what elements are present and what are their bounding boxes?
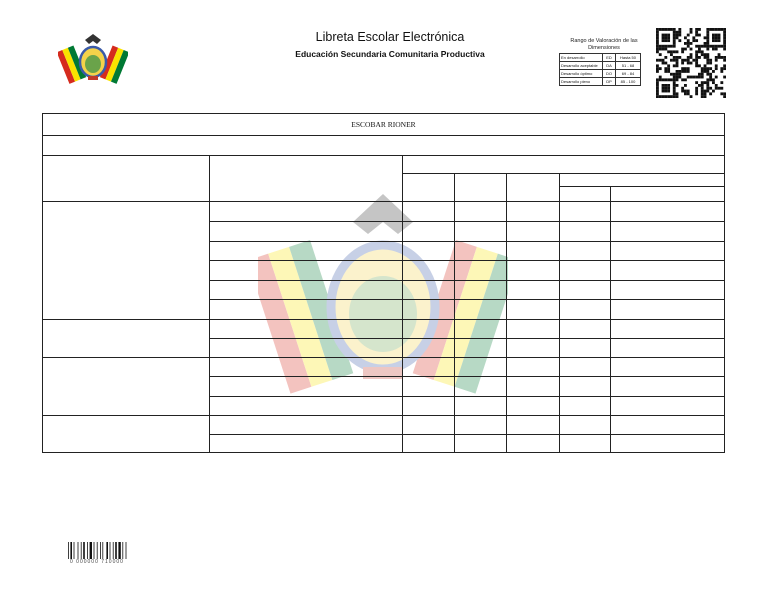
rango-range: Hasta 50 xyxy=(616,54,641,62)
rango-code: DA xyxy=(603,62,616,70)
rango-label: Desarrollo aceptable xyxy=(560,62,603,70)
rango-code: DP xyxy=(603,78,616,86)
barcode-number: 0 000000 710000 xyxy=(70,559,124,565)
rango-label: Desarrollo pleno xyxy=(560,78,603,86)
rango-table xyxy=(559,53,641,86)
rango-range: 85 - 100 xyxy=(616,78,641,86)
page-title: Libreta Escolar Electrónica xyxy=(315,30,465,44)
rango-label: En desarrollo xyxy=(560,54,603,62)
grades-table xyxy=(42,113,725,453)
rango-label: Desarrollo óptimo xyxy=(560,70,603,78)
rango-row xyxy=(560,54,641,62)
coat-of-arms-watermark xyxy=(258,182,508,412)
rango-code: DO xyxy=(603,70,616,78)
qr-code xyxy=(656,28,726,98)
rango-title: Rango de Valoración de las Dimensiones xyxy=(570,38,638,51)
rango-row xyxy=(560,78,641,86)
student-name: ESCOBAR RIONER xyxy=(351,120,416,129)
rango-range: 69 - 84 xyxy=(616,70,641,78)
coat-of-arms-logo xyxy=(58,30,128,86)
rango-row xyxy=(560,62,641,70)
rango-row xyxy=(560,70,641,78)
rango-code: ED xyxy=(603,54,616,62)
page-subtitle: Educación Secundaria Comunitaria Productiva xyxy=(295,49,485,59)
barcode xyxy=(68,542,134,559)
rango-range: 51 - 68 xyxy=(616,62,641,70)
